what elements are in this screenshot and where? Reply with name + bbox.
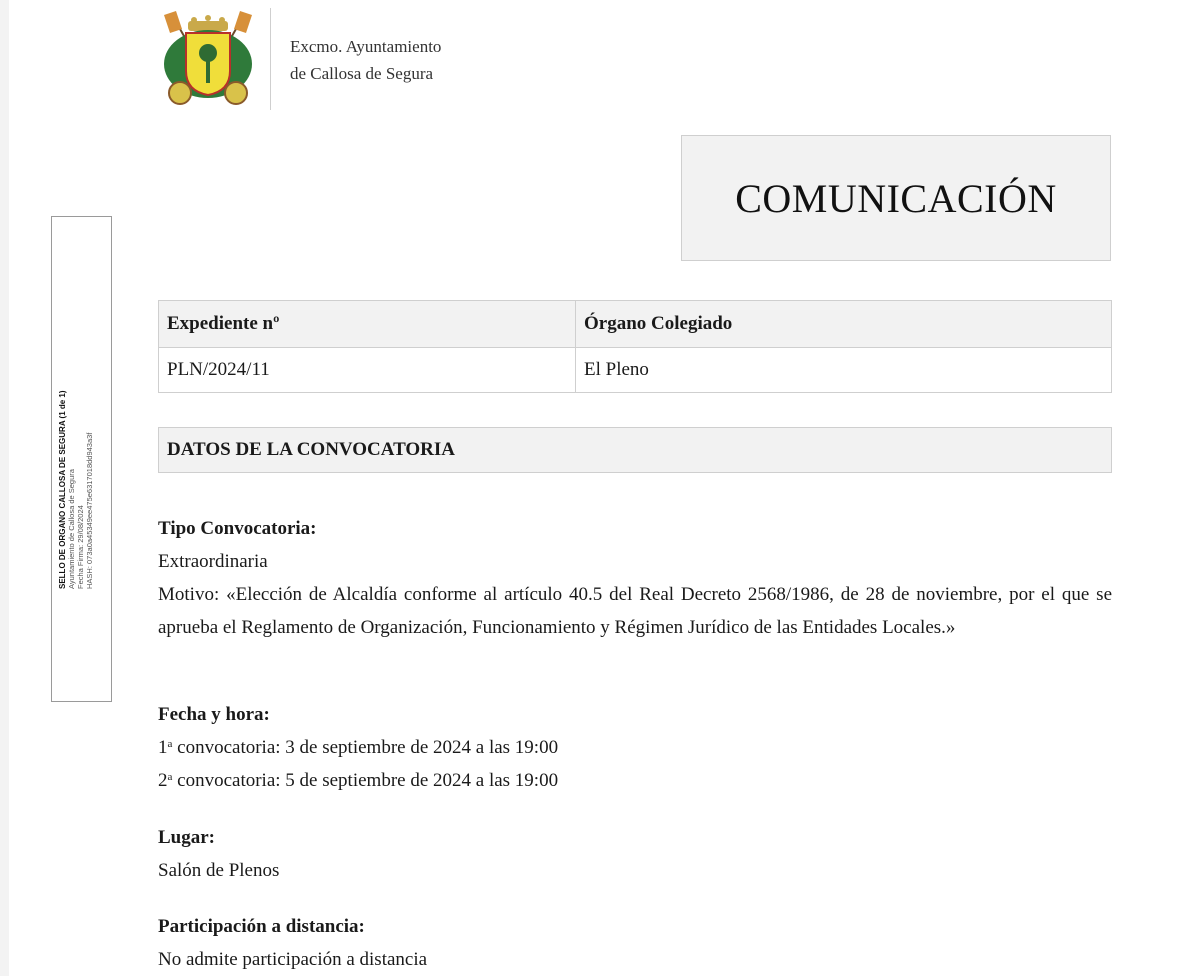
stamp-line: Ayuntamiento de Callosa de Segura (67, 469, 76, 589)
document-header (158, 8, 258, 110)
table-header-row (159, 301, 1112, 348)
tipo-section (158, 512, 1112, 644)
lugar-label: Lugar: (158, 827, 215, 848)
page-edge (0, 0, 9, 976)
stamp-text (58, 319, 106, 589)
header-organo: Órgano Colegiado (576, 301, 1112, 348)
document-type-box (681, 135, 1111, 261)
cell-organo: El Pleno (576, 348, 1112, 393)
org-name-line2: de Callosa de Segura (290, 64, 434, 83)
table-row (159, 348, 1112, 393)
lugar-value: Salón de Plenos (158, 860, 280, 881)
document-type-title: COMUNICACIÓN (735, 175, 1057, 221)
fecha-label: Fecha y hora: (158, 704, 270, 725)
tipo-value: Extraordinaria (158, 551, 268, 572)
signature-stamp (51, 216, 112, 702)
organization-name (290, 33, 441, 87)
expediente-table (158, 300, 1112, 393)
stamp-title: SELLO DE ORGANO CALLOSA DE SEGURA (1 de 1) (58, 390, 67, 589)
header-divider (270, 8, 271, 110)
distancia-section (158, 910, 1112, 976)
fecha-item-1: 1$^a$ convocatoria: 3 de septiembre de 2024 a las 19:00 (158, 737, 559, 758)
section-title: DATOS DE LA CONVOCATORIA (158, 427, 1112, 473)
cell-expediente: PLN/2024/11 (159, 348, 576, 393)
org-name-line1: Excmo. Ayuntamiento (290, 37, 442, 56)
lugar-section (158, 821, 1112, 887)
fecha-section (158, 698, 1112, 797)
distancia-label: Participación a distancia: (158, 916, 365, 937)
tipo-label: Tipo Convocatoria: (158, 518, 317, 539)
stamp-line: Fecha Firma: 29/08/2024 (76, 505, 85, 589)
motivo-text: Motivo: «Elección de Alcaldía conforme al artículo 40.5 del Real Decreto 2568/1986, de 28 de noviembre, por el que se aprueba el Reglamento de Organización, Funcionamiento y Régimen Jurídico de las Entidades Locales.» (158, 584, 1112, 638)
coat-of-arms-icon (158, 9, 258, 109)
header-expediente: Expediente nº (159, 301, 576, 348)
fecha-item-2: 2$^a$ convocatoria: 5 de septiembre de 2024 a las 19:00 (158, 770, 559, 791)
distancia-value: No admite participación a distancia (158, 949, 428, 970)
stamp-line: HASH: 073a0a45349ee475e6317018dd943a3f (85, 432, 94, 589)
